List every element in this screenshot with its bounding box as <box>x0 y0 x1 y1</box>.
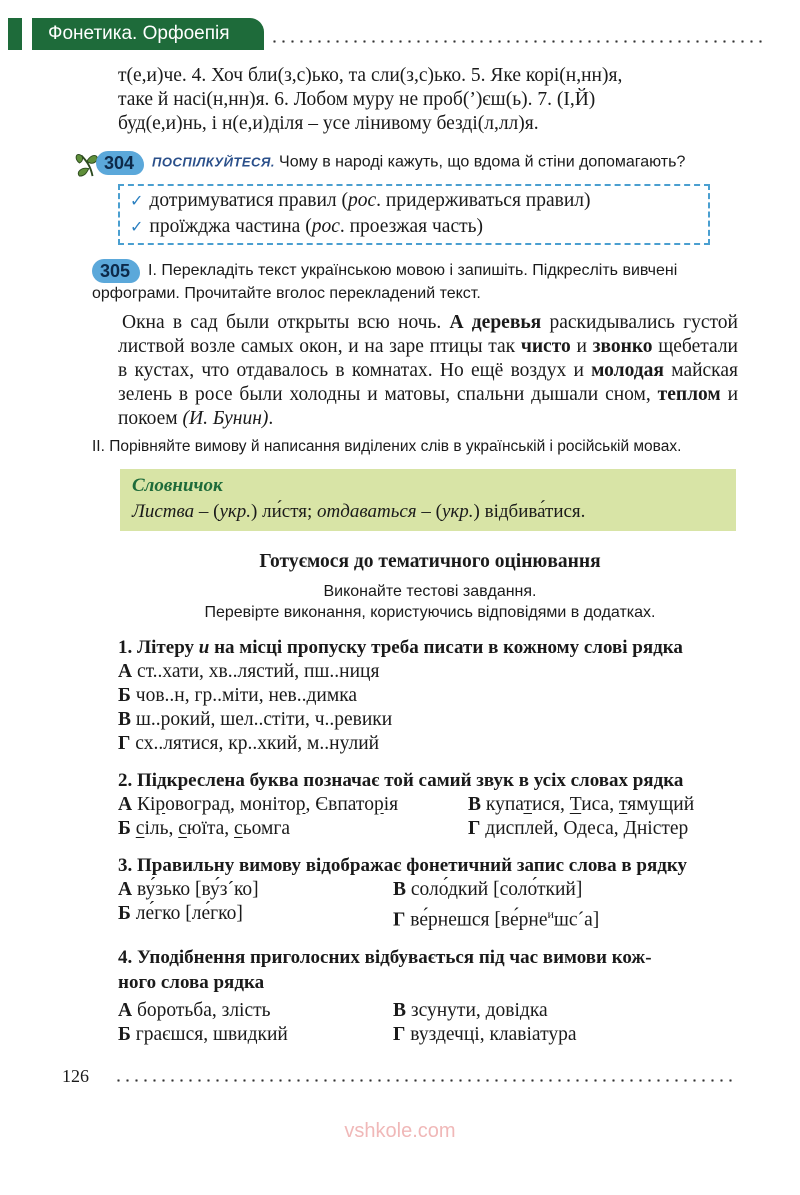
answer-option[interactable] <box>468 817 758 841</box>
option-letter: А <box>118 879 133 900</box>
section-header <box>8 18 768 50</box>
question-text: на місці пропуску треба писати в кожному слові рядка <box>209 637 683 658</box>
text-line: буд(е,и)нь, і н(е,и)діля – усе лінивому безді(л,лл)я. <box>118 113 539 134</box>
exercise-304-header <box>72 148 762 178</box>
option-letter: В <box>118 709 132 730</box>
answer-option[interactable] <box>118 708 758 732</box>
exercise-305-header <box>92 259 752 305</box>
option-superscript: и <box>547 907 554 921</box>
option-text: ву́зько [ву́з´ко] <box>136 879 259 900</box>
question-letter: и <box>198 637 210 658</box>
glossary-translation: ) ли́стя; <box>251 501 318 522</box>
answer-option[interactable] <box>393 1023 758 1047</box>
question-text: ного слова рядка <box>118 971 265 993</box>
option-letter: Б <box>118 818 131 839</box>
russian-text <box>118 311 738 431</box>
text-segment: щебетали в кустах, что отдавалось в комнатах. Но ещё воздух и <box>118 336 738 381</box>
answer-option[interactable] <box>118 684 758 708</box>
header-dotted-line <box>270 40 768 43</box>
answer-option[interactable] <box>118 660 758 684</box>
option-text: дисплей, Одеса, Дністер <box>485 818 689 839</box>
text-line: таке й насі(н,нн)я. 6. Лобом муру не проб(’)єш(ь). 7. (І,Й) <box>118 89 596 110</box>
glossary-sep: – ( <box>194 501 220 522</box>
option-letter: Б <box>118 685 131 706</box>
glossary-box <box>120 469 736 531</box>
page-number: 126 <box>62 1065 89 1086</box>
exercise-instruction-2: ІІ. Порівняйте вимову й написання виділених слів в українській і російській мовах. <box>92 438 682 455</box>
answer-option[interactable] <box>118 999 393 1023</box>
header-stub <box>8 18 22 50</box>
assessment-title: Готуємося до тематичного оцінювання <box>259 551 601 572</box>
option-letter: Г <box>393 1023 406 1045</box>
highlighted-word: молодая <box>591 360 664 381</box>
assessment-subtitle: Виконайте тестові завдання. <box>323 583 537 600</box>
exercise-instruction: І. Перекладіть текст українською мовою і запишіть. Підкресліть вивчені <box>148 262 678 280</box>
question-text: 4. Уподібнення приголосних відбувається під час вимови кож- <box>118 946 652 968</box>
watermark: vshkole.com <box>344 1119 456 1142</box>
option-letter: А <box>118 794 133 815</box>
check-icon: ✓ <box>130 193 144 210</box>
exercise-number-badge: 304 <box>96 151 144 175</box>
option-letter: Г <box>393 909 406 931</box>
option-text: соло́дкий [соло́ткий] <box>410 879 583 900</box>
hint-lang-label: рос <box>348 190 377 211</box>
question-2-options <box>118 793 758 841</box>
glossary-word: Листва <box>132 501 195 522</box>
hint-lang-label: рос <box>311 216 340 237</box>
text-line: т(е,и)че. 4. Хоч бли(з,с)ько, та сли(з,с)ько. 5. Яке корі(н,нн)я, <box>118 65 623 86</box>
question-3-title: 3. Правильну вимову відображає фонетичний запис слова в рядку <box>118 855 688 876</box>
text-segment: . <box>268 408 274 429</box>
hint-ukrainian: проїжджа частина <box>149 216 301 237</box>
question-4-title <box>118 945 758 995</box>
highlighted-word: теплом <box>657 384 721 405</box>
text-segment: и <box>570 336 593 357</box>
question-1-options <box>118 660 758 756</box>
option-letter: В <box>393 999 407 1021</box>
footer-dotted-line <box>114 1079 738 1082</box>
highlighted-word: звонко <box>592 336 653 357</box>
glossary-title: Словничок <box>132 475 223 496</box>
option-text: ле́гко [ле́гко] <box>135 903 243 924</box>
text-segment: и покоем <box>118 384 739 429</box>
option-letter: А <box>118 661 133 682</box>
answer-option[interactable] <box>393 999 758 1023</box>
option-letter: Б <box>118 1023 131 1045</box>
answer-option[interactable] <box>118 878 393 902</box>
hint-item: ✓ проїжджа частина (рос. проезжая часть) <box>130 216 484 237</box>
text-author: (И. Бунин) <box>182 408 269 429</box>
check-icon: ✓ <box>130 219 144 236</box>
exercise-question: Чому в народі кажуть, що вдома й стіни допомагають? <box>279 153 686 171</box>
option-letter: В <box>393 879 407 900</box>
glossary-entry <box>132 499 736 525</box>
glossary-word: отдаваться <box>317 501 417 522</box>
question-2-title: 2. Підкреслена буква позначає той самий звук в усіх словах рядка <box>118 770 684 791</box>
answer-option[interactable] <box>118 902 393 933</box>
text-segment: Окна в сад были открыты всю ночь. <box>122 312 450 333</box>
option-text: боротьба, злість <box>136 999 271 1021</box>
option-text: купатися, Тиса, тямущий <box>485 794 695 815</box>
option-text: шс´а] <box>553 909 600 931</box>
option-letter: Г <box>468 818 481 839</box>
page-footer <box>62 1065 738 1091</box>
answer-option[interactable] <box>393 878 758 902</box>
question-1-title <box>118 635 758 660</box>
text-segment: майская зелень в росе были холодны и матовы, спальни дышали сном, <box>118 360 738 405</box>
option-text: зсунути, довідка <box>410 999 548 1021</box>
highlighted-word: А деревья <box>449 312 542 333</box>
option-text: граєшся, швидкий <box>135 1023 288 1045</box>
glossary-sep: – ( <box>416 501 442 522</box>
hint-item: ✓ дотримуватися правил (рос. придерживаться правил) <box>130 190 591 211</box>
option-letter: Б <box>118 903 131 924</box>
option-text: ве́рнешся [ве́рне <box>410 909 548 931</box>
continued-exercise-text <box>118 64 738 136</box>
answer-option[interactable] <box>118 817 468 841</box>
hint-box <box>118 184 710 245</box>
answer-option[interactable] <box>393 902 758 933</box>
option-letter: В <box>468 794 482 815</box>
question-text: 1. Літеру <box>118 637 199 658</box>
glossary-lang: укр. <box>219 501 252 522</box>
section-title: Фонетика. Орфоепія <box>32 18 264 50</box>
task-type-label: ПОСПІЛКУЙТЕСЯ. <box>152 154 276 170</box>
glossary-translation: ) відбива́тися. <box>473 501 586 522</box>
text-segment: раскидывались густой листвой возле самых окон, и на заре птицы так <box>118 312 738 357</box>
question-3-options <box>118 878 758 933</box>
glossary-lang: укр. <box>441 501 474 522</box>
answer-option[interactable] <box>468 793 758 817</box>
highlighted-word: чисто <box>520 336 571 357</box>
option-text: сіль, сюїта, сьомга <box>135 818 290 839</box>
question-4-options <box>118 999 758 1047</box>
exercise-number-badge: 305 <box>92 259 140 283</box>
hint-russian: проезжая часть <box>349 216 477 237</box>
answer-option[interactable] <box>118 793 468 817</box>
option-letter: Г <box>118 733 131 754</box>
exercise-instruction-cont: орфограми. Прочитайте вголос перекладений текст. <box>92 285 481 302</box>
answer-option[interactable] <box>118 732 758 756</box>
option-text: ст..хати, хв..лястий, пш..ниця <box>136 661 380 682</box>
option-text: вуздечці, клавіатура <box>410 1023 577 1045</box>
option-text: чов..н, гр..міти, нев..димка <box>135 685 358 706</box>
assessment-subtitle: Перевірте виконання, користуючись відповідями в додатках. <box>204 604 656 621</box>
answer-option[interactable] <box>118 1023 393 1047</box>
hint-ukrainian: дотримуватися правил <box>149 190 337 211</box>
option-text: Кіровоград, монітор, Євпаторія <box>136 794 399 815</box>
option-letter: А <box>118 999 133 1021</box>
option-text: ш..рокий, шел..стіти, ч..ревики <box>135 709 393 730</box>
hint-russian: придерживаться правил <box>385 190 585 211</box>
option-text: сх..лятися, кр..хкий, м..нулий <box>135 733 380 754</box>
